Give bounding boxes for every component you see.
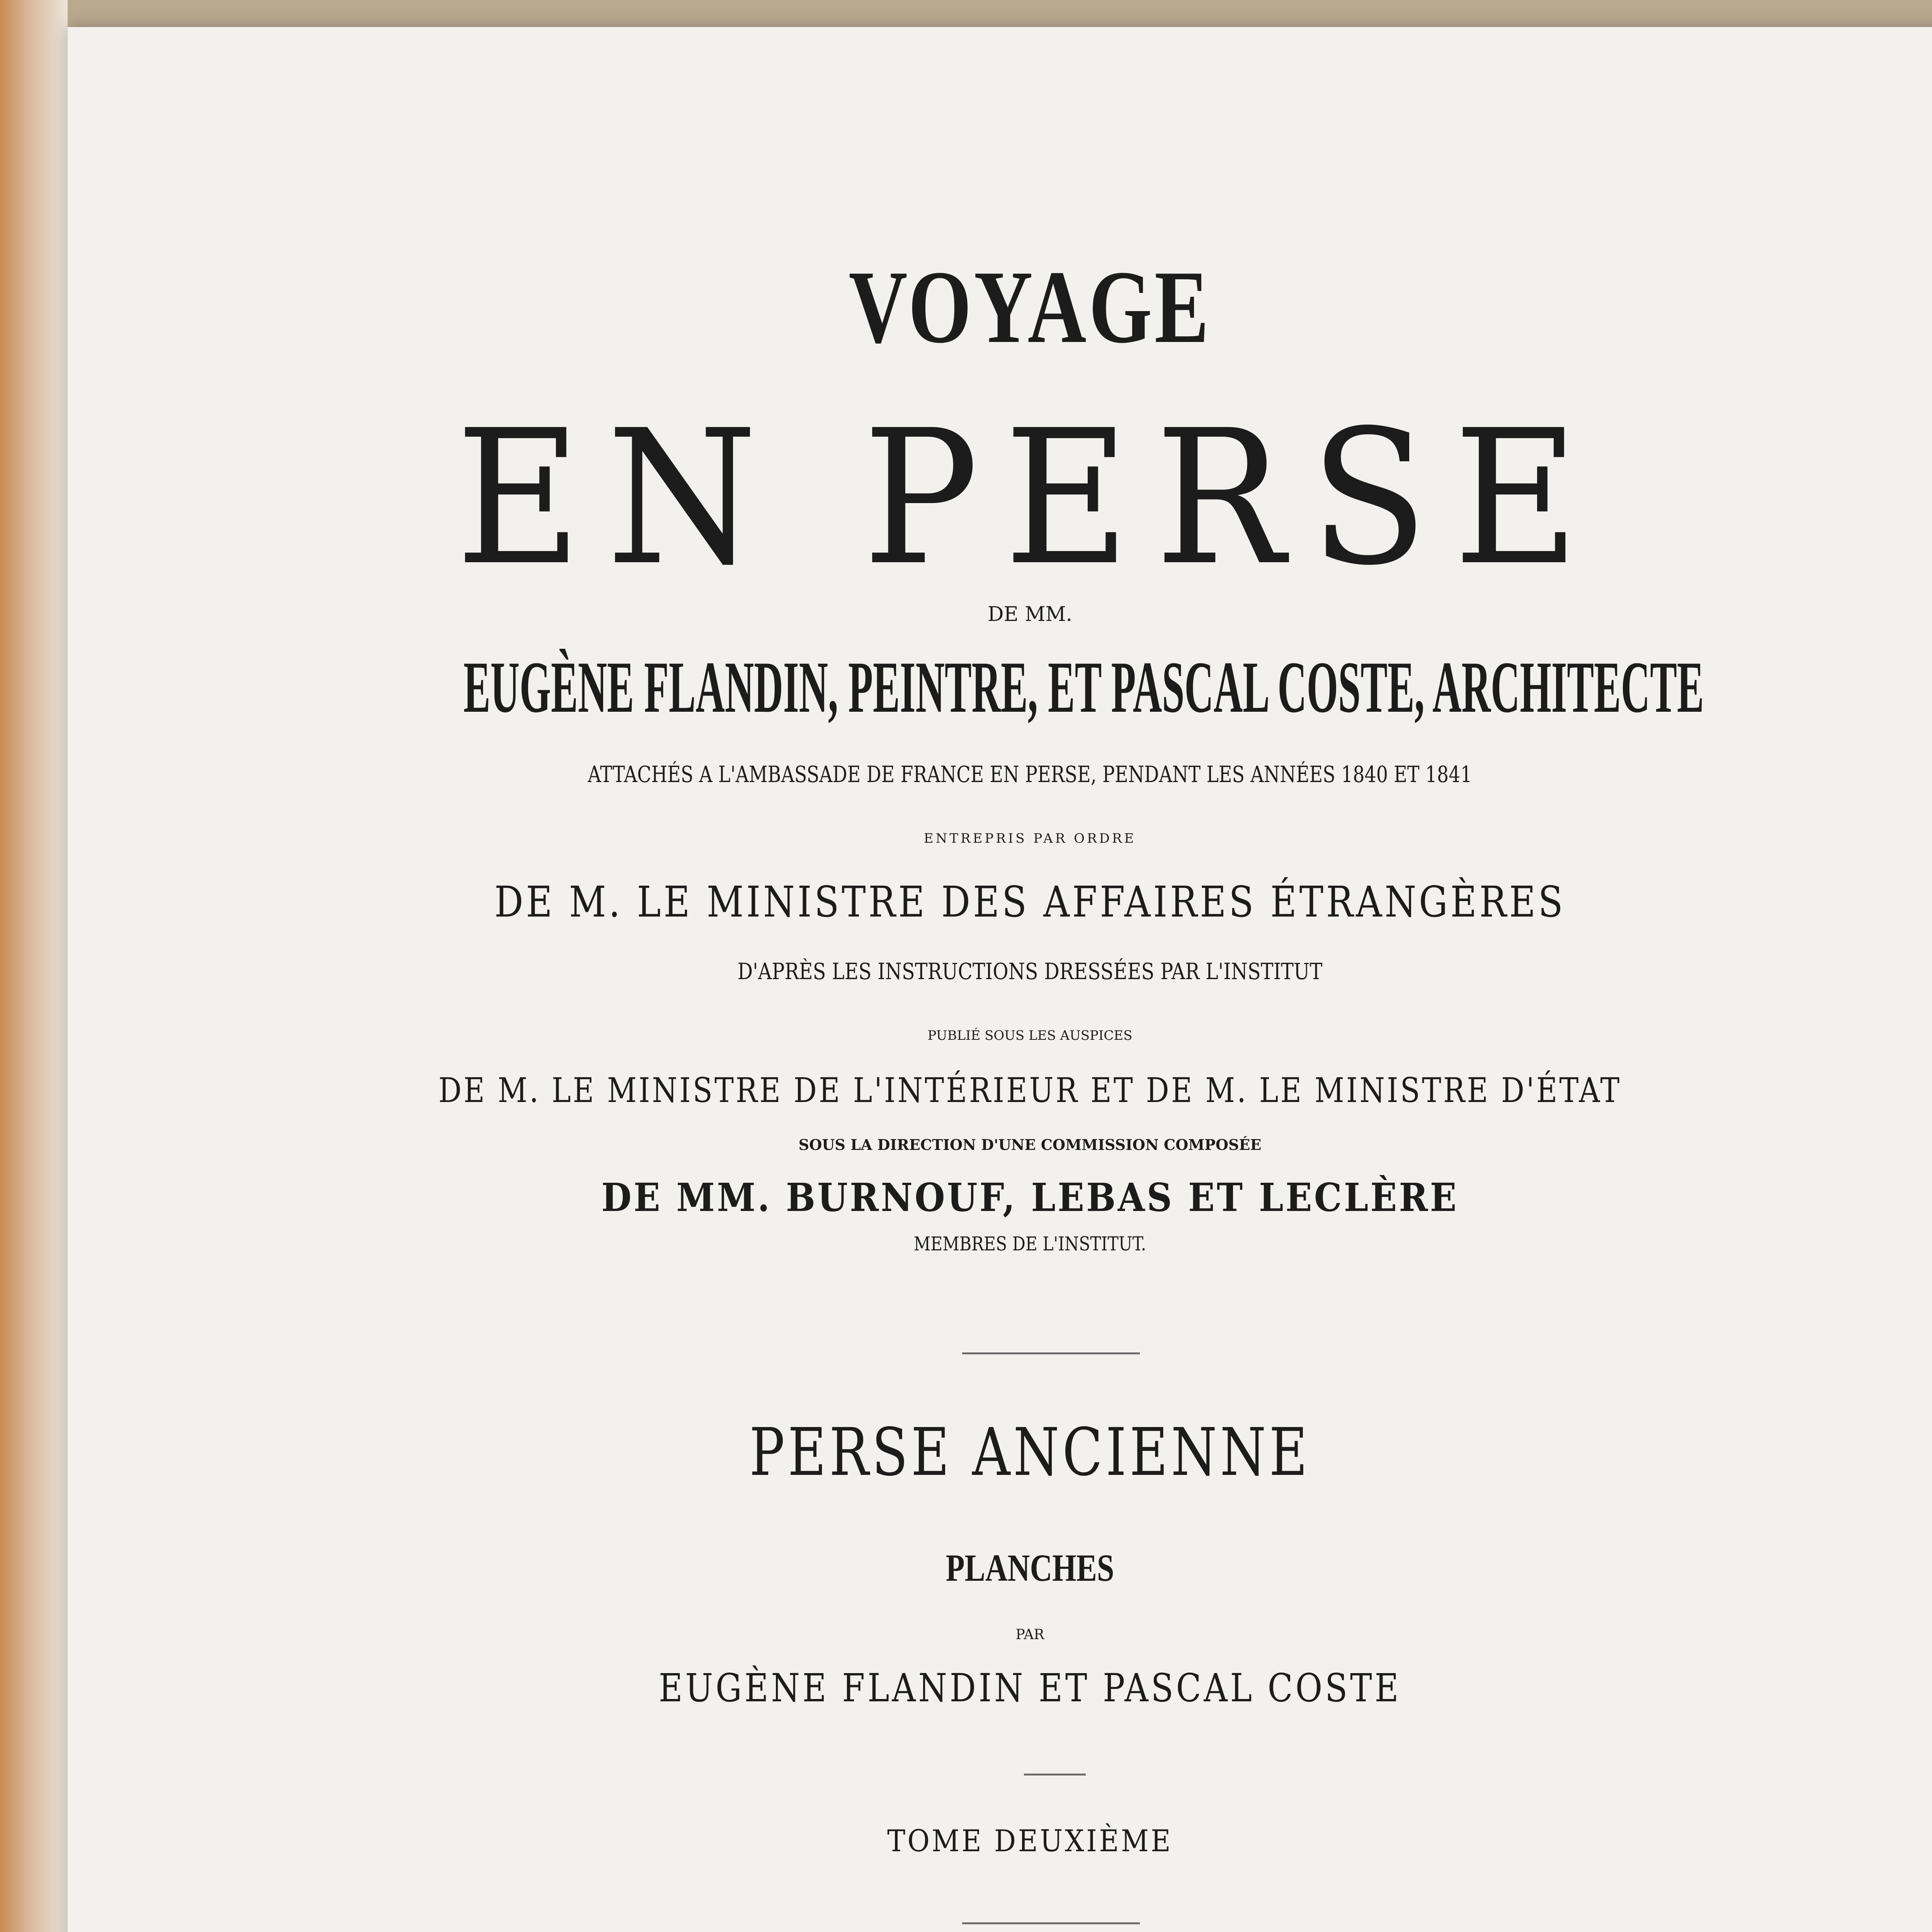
- par: PAR: [1015, 1627, 1044, 1643]
- ministre-affaires-etrangeres: DE M. LE MINISTRE DES AFFAIRES ÉTRANGÈRES: [494, 877, 1566, 927]
- publie-sous-auspices: PUBLIÉ SOUS LES AUSPICES: [927, 1028, 1133, 1043]
- authors-attaches: ATTACHÉS A L'AMBASSADE DE FRANCE EN PERSE, PENDANT LES ANNÉES 1840 ET 1841: [588, 761, 1472, 787]
- authors-names: EUGÈNE FLANDIN, PEINTRE, ET PASCAL COSTE, ARCHITECTE: [463, 647, 1704, 728]
- commission-members: DE MM. BURNOUF, LEBAS ET LECLÈRE: [601, 1175, 1459, 1220]
- direction-commission: SOUS LA DIRECTION D'UNE COMMISSION COMPOSÉE: [798, 1136, 1262, 1153]
- membres-institut: MEMBRES DE L'INSTITUT.: [913, 1233, 1146, 1255]
- entrepris-par-ordre: ENTREPRIS PAR ORDRE: [923, 831, 1136, 846]
- perse-ancienne: PERSE ANCIENNE: [749, 1414, 1311, 1491]
- divider-3: [962, 1922, 1140, 1924]
- divider-2: [1024, 1774, 1086, 1776]
- title-en-perse: EN PERSE: [455, 390, 1605, 606]
- artists-names: EUGÈNE FLANDIN ET PASCAL COSTE: [658, 1665, 1401, 1711]
- tome-deuxieme: TOME DEUXIÈME: [887, 1824, 1173, 1859]
- authors-de-mm: DE MM.: [987, 603, 1073, 626]
- ministres-interieur-etat: DE M. LE MINISTRE DE L'INTÉRIEUR ET DE M. LE MINISTRE D'ÉTAT: [438, 1070, 1622, 1110]
- title-voyage: VOYAGE: [849, 249, 1211, 365]
- planches: PLANCHES: [946, 1546, 1114, 1589]
- instructions-institut: D'APRÈS LES INSTRUCTIONS DRESSÉES PAR L'INSTITUT: [737, 958, 1323, 985]
- divider-1: [962, 1352, 1140, 1354]
